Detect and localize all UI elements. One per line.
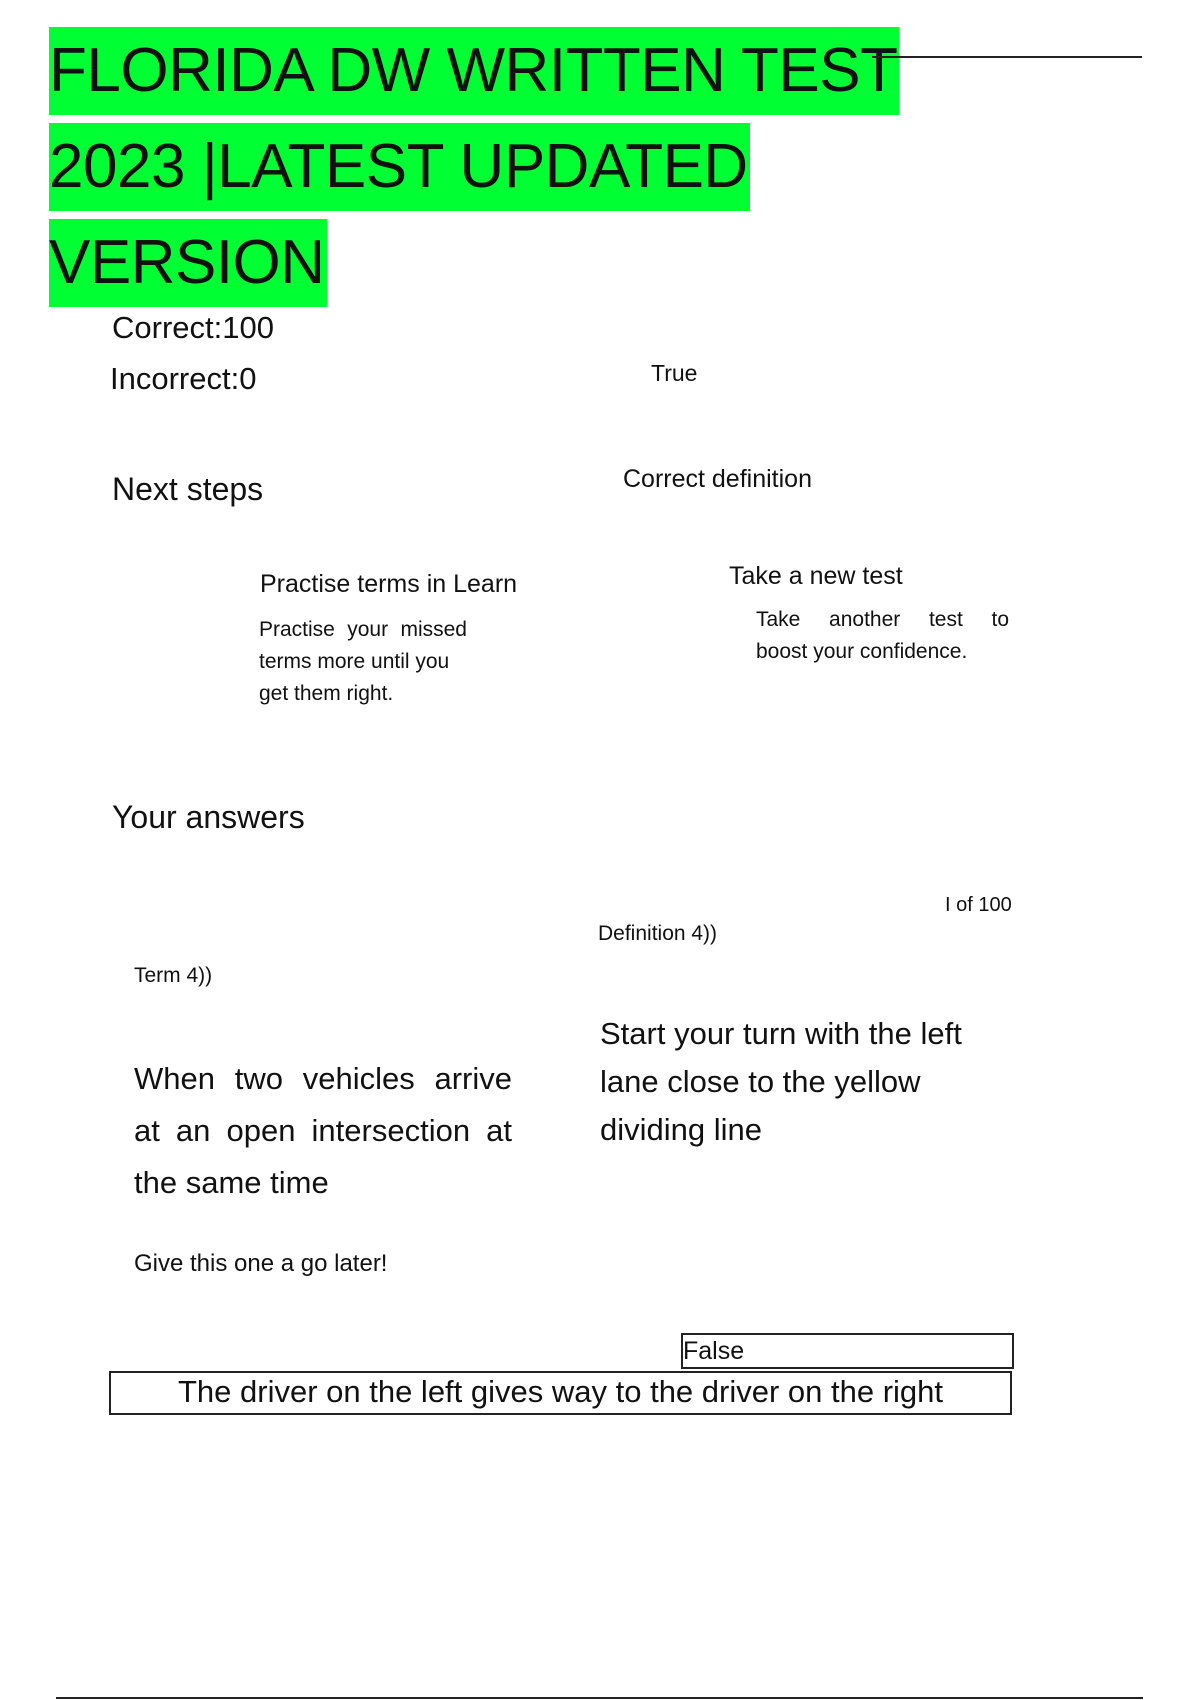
incorrect-count: Incorrect:0	[110, 361, 257, 396]
term-line-2: at an open intersection at	[134, 1113, 512, 1148]
document-title-line-1: FLORIDA DW WRITTEN TEST	[49, 27, 899, 115]
definition-line-3: dividing line	[600, 1112, 762, 1147]
true-label: True	[651, 360, 698, 386]
term-line-1: When two vehicles arrive	[134, 1061, 512, 1096]
definition-line-1: Start your turn with the left	[600, 1016, 962, 1051]
learn-card-line-1: Practise your missed	[259, 618, 467, 641]
header-rule	[872, 56, 1142, 58]
document-title-line-2: 2023 |LATEST UPDATED	[49, 123, 750, 211]
next-steps-heading: Next steps	[112, 471, 264, 507]
learn-card-line-2: terms more until you	[259, 650, 450, 673]
learn-card-line-3: get them right.	[259, 682, 394, 705]
correct-count: Correct:100	[112, 310, 274, 345]
definition-label: Definition 4))	[598, 922, 718, 945]
new-test-card-title: Take a new test	[729, 562, 903, 590]
new-test-card-description	[756, 604, 1009, 668]
feedback-text: Give this one a go later!	[134, 1250, 388, 1277]
correct-definition-label: Correct definition	[623, 465, 812, 493]
question-counter: I of 100	[945, 894, 1012, 916]
term-text	[134, 1053, 512, 1209]
new-test-card-line-2: boost your confidence.	[756, 640, 968, 663]
term-label: Term 4))	[134, 964, 213, 987]
term-line-3: the same time	[134, 1165, 329, 1200]
correct-answer-box[interactable]	[109, 1371, 1012, 1415]
learn-card-description	[259, 614, 467, 710]
your-answers-heading: Your answers	[112, 799, 305, 835]
definition-line-2: lane close to the yellow	[600, 1064, 921, 1099]
definition-text	[600, 1010, 1020, 1154]
new-test-card-line-1: Take another test to	[756, 608, 1009, 631]
footer-rule	[56, 1697, 1143, 1699]
document-title-line-3: VERSION	[49, 219, 327, 307]
false-answer-box[interactable]	[681, 1333, 1014, 1369]
false-label: False	[683, 1337, 745, 1365]
correct-answer-text: The driver on the left gives way to the driver on the right	[177, 1374, 944, 1409]
learn-card-title: Practise terms in Learn	[260, 570, 518, 598]
